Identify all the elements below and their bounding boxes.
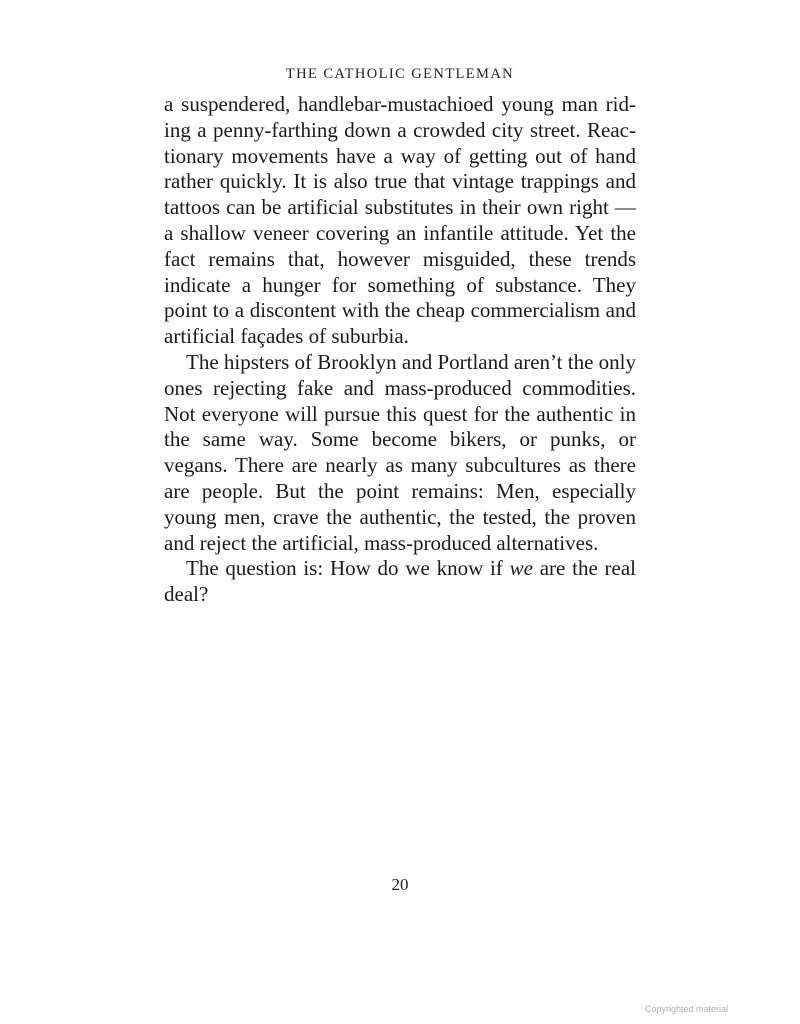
paragraph-1: a suspendered, handlebar-mustachioed young man riding a penny-farthing down a crowded city street. Reactionary movements have a way of getting out of hand rather quickly. It is also true that vintage trappings and tattoos can be artificial substitutes in their own right —a shallow veneer covering an infantile attitude. Yet the fact remains that, however misguided, these trends indicate a hunger for something of substance. They point to a discontent with the cheap commercialism and artificial façades of suburbia. (164, 92, 636, 349)
page-number: 20 (391, 875, 409, 894)
paragraph-3-emphasis: we (509, 556, 533, 581)
copyright-notice: Copyrighted material (644, 1004, 728, 1014)
paragraph-2: The hipsters of Brooklyn and Portland aren’t the only ones rejecting fake and mass-produced commodities. Not everyone will pursue this quest for the authentic in the same way. Some become bikers, or punks, or vegans. There are nearly as many subcultures as there are people. But the point remains: Men, especially young men, crave the authentic, the tested, the proven and reject the artificial, mass-produced alternatives. (164, 349, 636, 555)
paragraph-3-after: are the real deal? (164, 556, 636, 607)
paragraph-3 (164, 556, 636, 608)
body-text (164, 92, 636, 608)
running-head: THE CATHOLIC GENTLEMAN (285, 66, 515, 82)
paragraph-3-before: The question is: How do we know if (186, 556, 510, 581)
